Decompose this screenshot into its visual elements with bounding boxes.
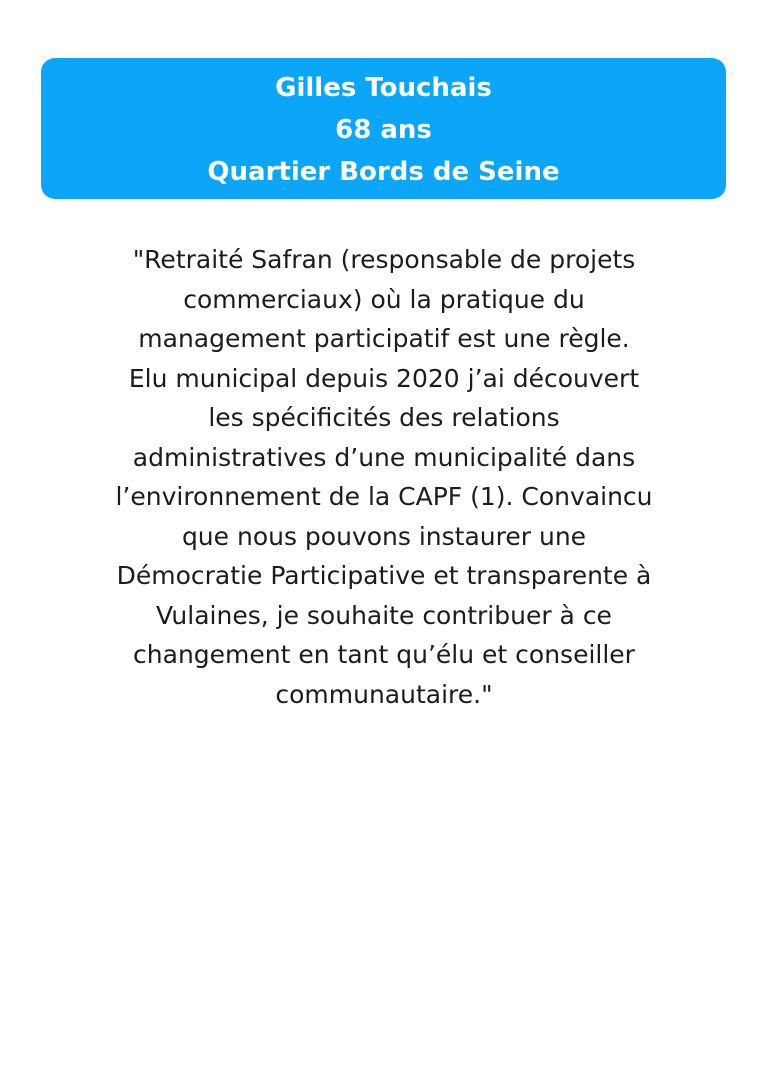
quote-line: changement en tant qu’élu et conseiller bbox=[133, 640, 635, 669]
quote-line: Elu municipal depuis 2020 j’ai découvert bbox=[128, 363, 640, 393]
quote-line: que nous pouvons instaurer une bbox=[181, 521, 587, 551]
quote-line: commerciaux) où la pratique du bbox=[183, 284, 585, 314]
quote-line: l’environnement de la CAPF (1). Convaincu bbox=[115, 482, 653, 511]
quote-line: les spécificités des relations bbox=[208, 403, 560, 432]
candidate-header-card bbox=[41, 58, 726, 199]
candidate-district: Quartier Bords de Seine bbox=[207, 156, 560, 187]
quote-line: Vulaines, je souhaite contribuer à ce bbox=[156, 600, 612, 630]
quote-line: Démocratie Participative et transparente à bbox=[116, 561, 652, 590]
quote-line: "Retraité Safran (responsable de projets bbox=[132, 245, 636, 274]
candidate-age: 68 ans bbox=[335, 114, 432, 145]
quote-line: communautaire." bbox=[275, 679, 493, 709]
quote-line: administratives d’une municipalité dans bbox=[132, 442, 636, 472]
candidate-name: Gilles Touchais bbox=[275, 72, 492, 103]
quote-line: management participatif est une règle. bbox=[138, 324, 630, 353]
candidate-quote bbox=[34, 240, 734, 714]
